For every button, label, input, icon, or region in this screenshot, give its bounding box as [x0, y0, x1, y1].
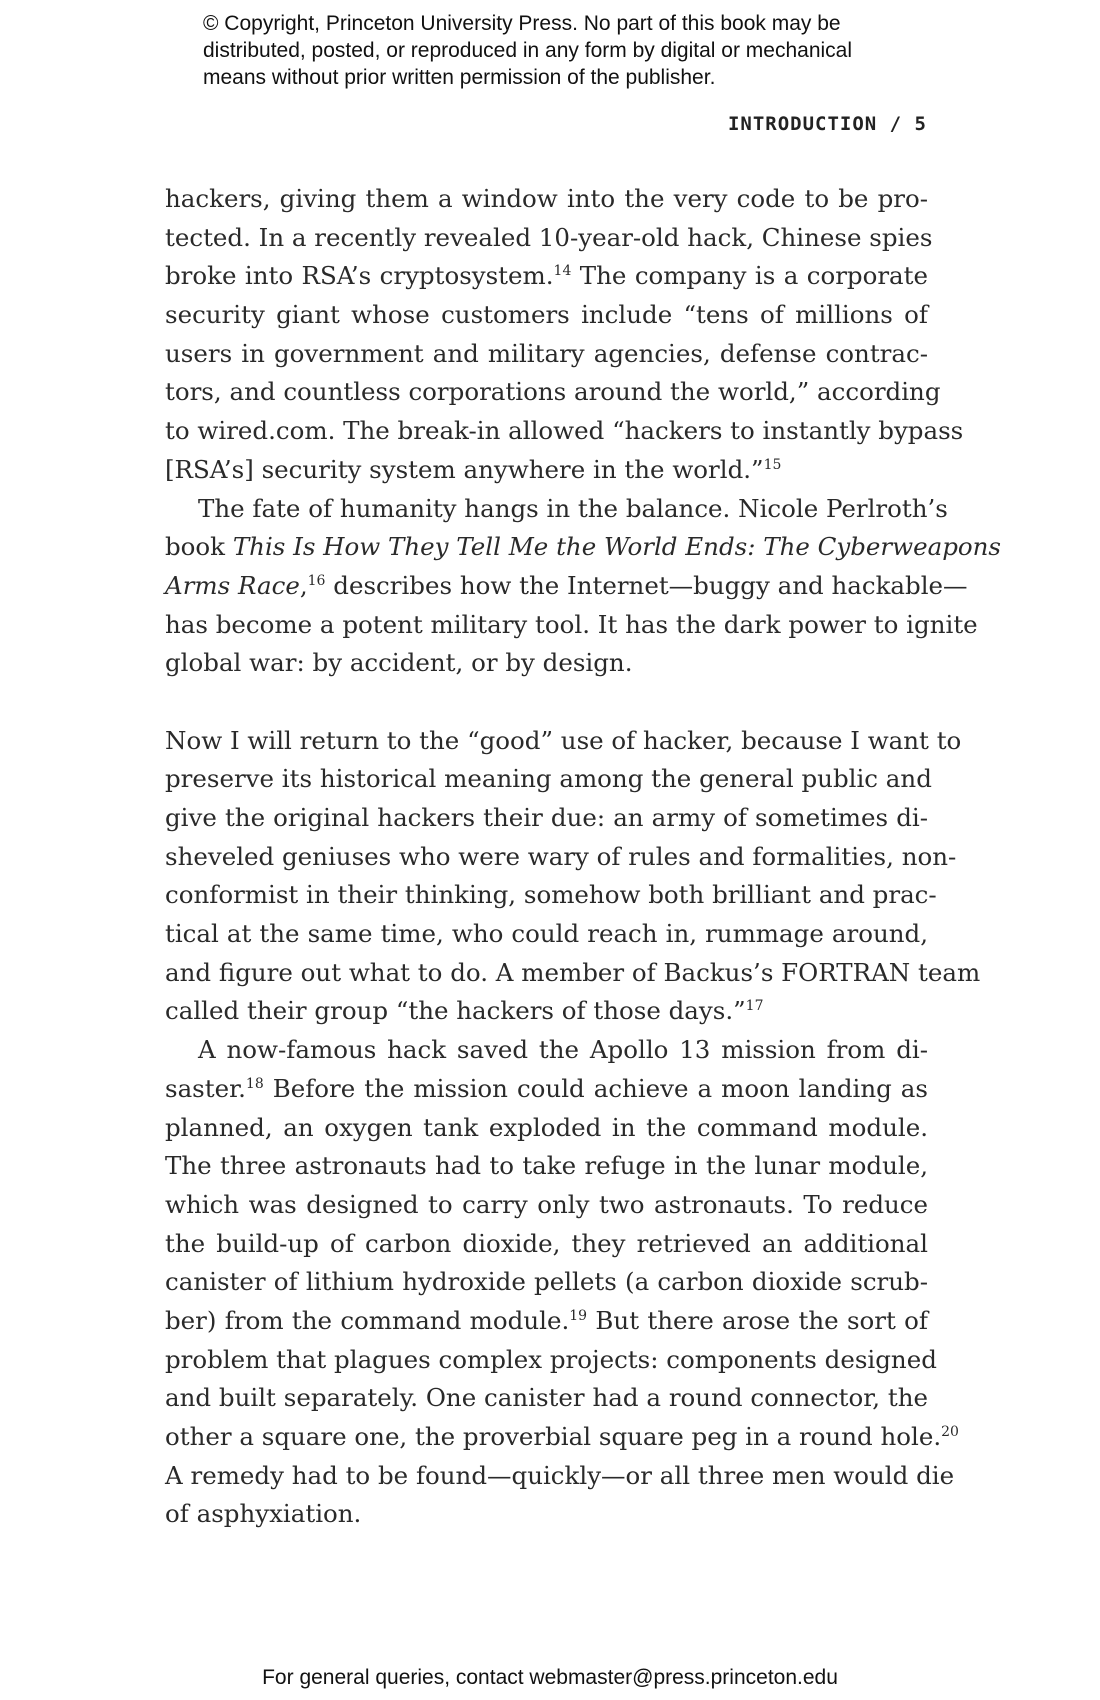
- text-run: ,: [299, 570, 308, 600]
- text-line: tical at the same time, who could reach in, rummage around,: [165, 919, 928, 949]
- text-run: broke into RSA’s cryptosystem.: [165, 261, 554, 291]
- text-line: [165, 451, 928, 490]
- text-line: [165, 1302, 928, 1341]
- text-run: [RSA’s] security system anywhere in the world.”: [165, 454, 764, 484]
- text-line: security giant whose customers include “tens of millions of: [165, 300, 928, 330]
- running-head: INTRODUCTION / 5: [727, 113, 927, 135]
- text-run: But there arose the sort of: [587, 1305, 929, 1335]
- copyright-line: © Copyright, Princeton University Press. No part of this book may be: [203, 12, 841, 35]
- section-break: [165, 683, 928, 722]
- text-line: The three astronauts had to take refuge in the lunar module,: [165, 1151, 928, 1181]
- text-line: preserve its historical meaning among the general public and: [165, 764, 932, 794]
- text-line: tors, and countless corporations around the world,” according: [165, 377, 941, 407]
- footer-contact: For general queries, contact webmaster@press.princeton.edu: [262, 1666, 838, 1689]
- text-run: Before the mission could achieve a moon landing as: [263, 1073, 928, 1103]
- footnote-ref-17: 17: [745, 998, 764, 1015]
- text-line: [165, 567, 968, 606]
- text-line: and built separately. One canister had a round connector, the: [165, 1383, 928, 1413]
- text-line: A now-famous hack saved the Apollo 13 mission from di-: [198, 1035, 928, 1065]
- text-line: [165, 1070, 928, 1109]
- text-line: The fate of humanity hangs in the balance. Nicole Perlroth’s: [198, 493, 948, 523]
- text-line: planned, an oxygen tank exploded in the command module.: [165, 1112, 928, 1142]
- text-line: [165, 257, 928, 296]
- text-line: to wired.com. The break-in allowed “hackers to instantly bypass: [165, 416, 964, 446]
- text-line: problem that plagues complex projects: components designed: [165, 1344, 937, 1374]
- text-run: describes how the Internet—buggy and hackable—: [325, 570, 968, 600]
- text-run: book: [165, 532, 233, 562]
- text-line: of asphyxiation.: [165, 1499, 362, 1529]
- text-line: which was designed to carry only two astronauts. To reduce: [165, 1189, 928, 1219]
- text-run: ber) from the command module.: [165, 1305, 570, 1335]
- text-line: canister of lithium hydroxide pellets (a carbon dioxide scrub-: [165, 1267, 928, 1297]
- text-line: Now I will return to the “good” use of hacker, because I want to: [165, 725, 962, 755]
- footnote-ref-18: 18: [245, 1075, 264, 1092]
- text-line: and figure out what to do. A member of Backus’s FORTRAN team: [165, 957, 981, 987]
- text-line: users in government and military agencies, defense contrac-: [165, 338, 928, 368]
- copyright-line: distributed, posted, or reproduced in any form by digital or mechanical: [203, 39, 853, 62]
- text-line: conformist in their thinking, somehow both brilliant and prac-: [165, 880, 937, 910]
- text-line: hackers, giving them a window into the very code to be pro-: [165, 184, 928, 213]
- text-line: A remedy had to be found—quickly—or all three men would die: [165, 1460, 955, 1490]
- copyright-notice: [203, 10, 963, 91]
- text-line: [165, 528, 1001, 567]
- text-line: sheveled geniuses who were wary of rules and formalities, non-: [165, 841, 957, 871]
- book-title-italic: Arms Race: [165, 570, 300, 600]
- footnote-ref-14: 14: [553, 263, 572, 280]
- body-text: [165, 180, 1001, 1534]
- footnote-ref-15: 15: [763, 456, 782, 473]
- text-run: other a square one, the proverbial square peg in a round hole.: [165, 1422, 942, 1451]
- footnote-ref-19: 19: [569, 1307, 588, 1324]
- text-run: called their group “the hackers of those days.”: [165, 996, 746, 1026]
- text-line: [165, 992, 928, 1031]
- footnote-ref-16: 16: [307, 572, 326, 589]
- text-run: saster.: [165, 1073, 246, 1103]
- text-line: global war: by accident, or by design.: [165, 648, 633, 678]
- footnote-ref-20: 20: [941, 1424, 959, 1440]
- text-run: The company is a corporate: [571, 261, 928, 291]
- text-line: the build-up of carbon dioxide, they retrieved an additional: [165, 1228, 928, 1258]
- text-line: [165, 1418, 959, 1457]
- text-line: has become a potent military tool. It has the dark power to ignite: [165, 609, 978, 639]
- copyright-line: means without prior written permission of the publisher.: [203, 66, 716, 89]
- text-line: tected. In a recently revealed 10-year-old hack, Chinese spies: [165, 222, 933, 252]
- book-title-italic: This Is How They Tell Me the World Ends: The Cyberweapons: [232, 532, 1001, 562]
- text-line: give the original hackers their due: an army of sometimes di-: [165, 803, 928, 832]
